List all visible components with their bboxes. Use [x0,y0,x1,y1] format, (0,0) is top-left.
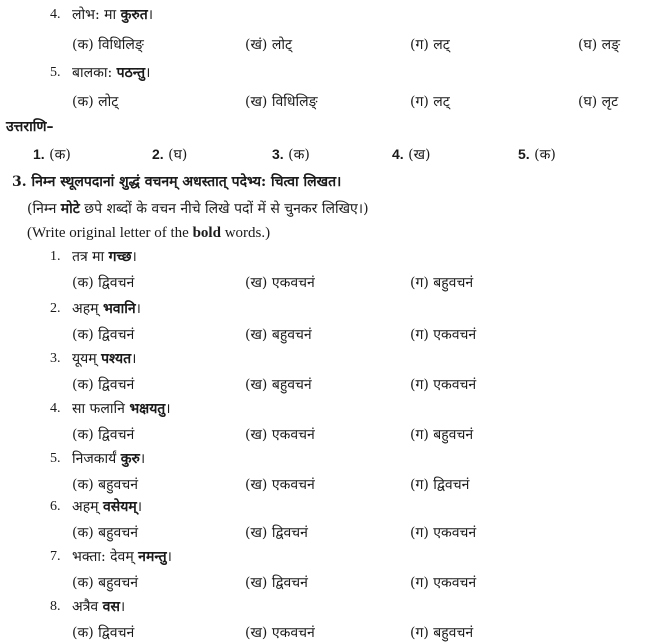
bold-word: नमन्तु [138,549,167,565]
option: (ख) द्विवचनं [245,525,308,541]
question-text: अत्रैव वस। [72,599,126,615]
question-text: अहम् वसेयम्। [72,499,143,515]
question-text: लोभ: मा कुरुत। [72,7,153,23]
option: (ग) बहुवचनं [410,427,474,443]
option: (क) लोट् [72,94,119,110]
bold-word: वस [102,599,120,615]
option: (ग) एकवचनं [410,377,477,393]
option: (ग) एकवचनं [410,575,477,591]
section-title: 3. निम्न स्थूलपदानां शुद्धं वचनम् अधस्तात् पदेभ्य: चित्वा लिखत। [12,174,342,190]
option: (घ) लृट [578,94,619,110]
question-number: 8. [50,599,61,614]
question-number: 6. [50,499,61,514]
option: (क) द्विवचनं [72,625,135,641]
option: (ख) बहुवचनं [245,327,312,343]
option: (ख) एकवचनं [245,427,315,443]
question-number: 3. [50,351,61,366]
bold-word: पठन्तु [116,65,146,81]
question-text: भक्ता: देवम् नमन्तु। [72,549,172,565]
answers-heading: उत्तराणि– [6,119,54,135]
bold-word: कुरुत [120,7,148,23]
question-number: 7. [50,549,61,564]
option: (ख) एकवचनं [245,275,315,291]
option: (खं) लोट् [245,37,292,53]
answer-item: 4. (ख) [392,146,431,163]
option: (क) विधिलिङ् [72,37,144,53]
question-text: निजकार्यं कुरु। [72,451,146,467]
bold-word: पश्यत [101,351,132,367]
option: (ख) एकवचनं [245,477,315,493]
option: (ग) एकवचनं [410,327,477,343]
question-number: 4. [50,7,61,22]
option: (ख) बहुवचनं [245,377,312,393]
bold-word: गच्छ [108,249,132,265]
option: (क) बहुवचनं [72,575,138,591]
option: (ख) द्विवचनं [245,575,308,591]
option: (क) बहुवचनं [72,477,138,493]
option: (क) द्विवचनं [72,427,135,443]
option: (क) द्विवचनं [72,327,135,343]
question-number: 5. [50,451,61,466]
question-number: 5. [50,65,61,80]
answer-item: 3. (क) [272,146,310,163]
option: (ग) द्विवचनं [410,477,470,493]
question-number: 2. [50,301,61,316]
english-instruction: (Write original letter of the bold words.) [27,225,271,241]
answer-item: 1. (क) [33,146,71,163]
option: (ख) एकवचनं [245,625,315,641]
option: (ग) लट् [410,94,450,110]
option: (ख) विधिलिङ् [245,94,318,110]
bold-word: वसेयम् [102,499,137,515]
question-text: सा फलानि भक्षयतु। [72,401,171,417]
answer-item: 2. (घ) [152,146,188,163]
question-number: 4. [50,401,61,416]
question-text: यूयम् पश्यत। [72,351,137,367]
hindi-instruction: (निम्न मोटे छपे शब्दों के वचन नीचे लिखे पदों में से चुनकर लिखिए।) [27,201,369,217]
option: (क) द्विवचनं [72,377,135,393]
question-text: बालका: पठन्तु। [72,65,151,81]
question-number: 1. [50,249,61,264]
bold-word: कुरु [120,451,140,467]
option: (ग) बहुवचनं [410,625,474,641]
option: (ग) लट् [410,37,450,53]
answer-item: 5. (क) [518,146,556,163]
question-text: तत्र मा गच्छ। [72,249,137,265]
option: (क) बहुवचनं [72,525,138,541]
option: (घ) लङ् [578,37,621,53]
bold-word: भक्षयतु [129,401,166,417]
option: (क) द्विवचनं [72,275,135,291]
option: (ग) बहुवचनं [410,275,474,291]
option: (ग) एकवचनं [410,525,477,541]
question-text: अहम् भवानि। [72,301,141,317]
bold-word: भवानि [102,301,136,317]
